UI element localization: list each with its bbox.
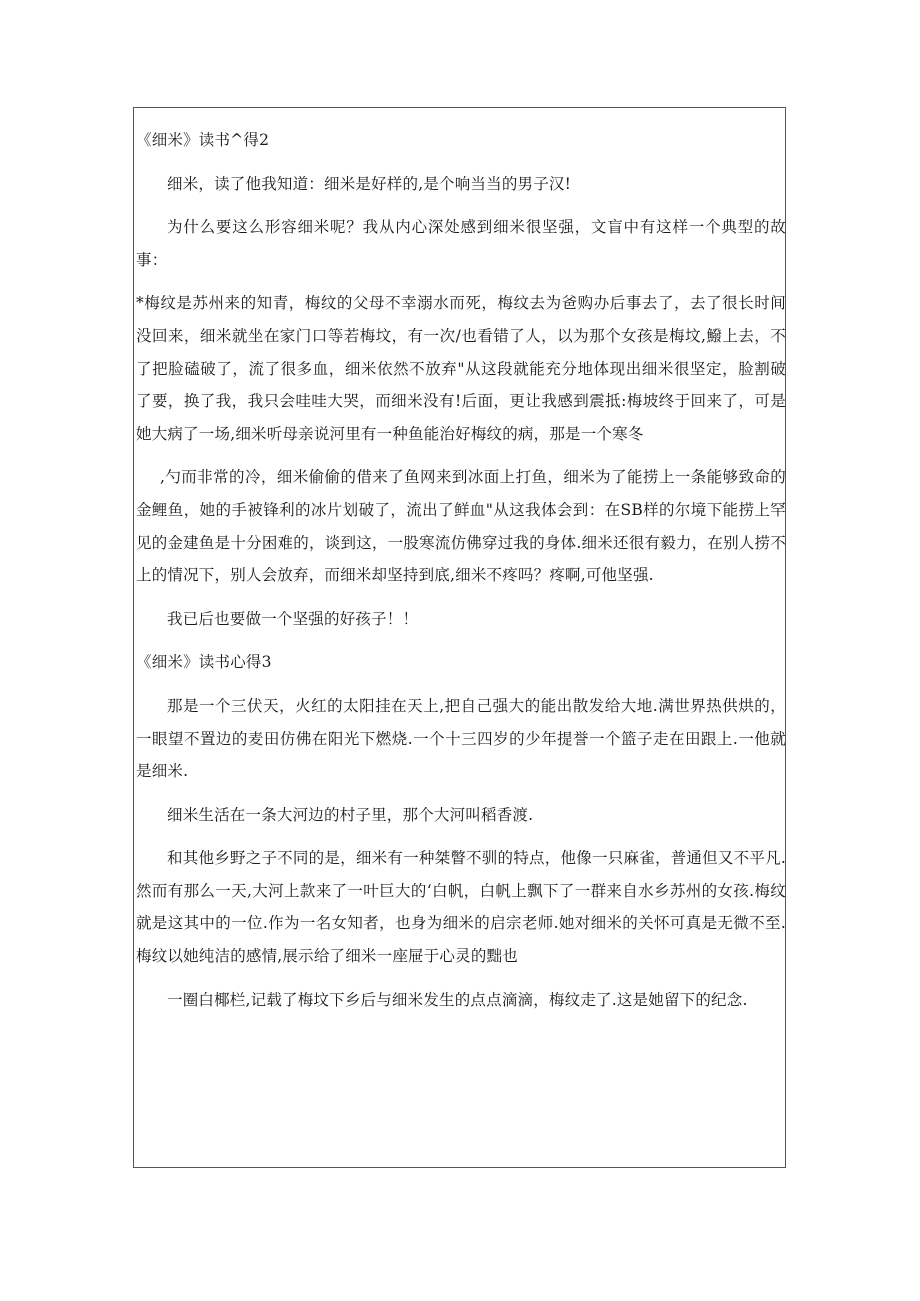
paragraph: *梅纹是苏州来的知青，梅纹的父母不幸溺水而死，梅纹去为爸购办后事去了，去了很长时间没回来，细米就坐在家门口等若梅坟，有一次/也看错了人，以为那个女孩是梅坟,鱍上去，不了把脸磕破了，流了很多血，细米依然不放弃"从这段就能充分地体现出细米很坚定，脸割破了要，换了我，我只会哇哇大哭，而细米没有!后面，更让我感到震抵:梅坡终于回来了，可是她大病了一场,细米听母亲说河里有一种鱼能治好梅纹的病，那是一个寒冬 (136, 294, 786, 443)
section-heading-3: 《细米》读书心得3 (136, 653, 272, 672)
section-heading-2: 《细米》读书^得2 (136, 131, 270, 149)
paragraph: 一圈白椰栏,记载了梅坟下乡后与细米发生的点点滴滴，梅纹走了.这是她留下的纪念. (167, 990, 748, 1009)
document-body (136, 124, 786, 1016)
paragraph: 细米生活在一条大河边的村子里，那个大河叫稻香渡. (167, 805, 534, 824)
paragraph: 细米，读了他我知道：细米是好样的,是个响当当的男子汉! (167, 174, 572, 193)
paragraph: 和其他乡野之子不同的是，细米有一种桀瞥不驯的特点，他像一只麻雀，普通但又不平凡.然而有那么一天,大河上款来了一叶巨大的‘白帆，白帆上飘下了一群来自水乡苏州的女孩.梅纹就是这其中的一位.作为一名女知者，也身为细米的启宗老师.她对细米的关怀可真是无微不至.梅纹以她纯洁的感情,展示给了细米一座屉于心灵的黜也 (136, 849, 786, 966)
paragraph: 我已后也要做一个坚强的好孩子！！ (167, 609, 419, 628)
paragraph: 为什么要这么形容细米呢？我从内心深处感到细米很坚强，文盲中有这样一个典型的故事： (136, 218, 786, 269)
paragraph: 那是一个三伏天，火红的太阳挂在天上,把自己强大的能出散发给大地.满世界热供烘的，一眼望不置边的麦田仿佛在阳光下燃烧.一个十三四岁的少年提誉一个篮子走在田跟上.一他就是细米. (136, 696, 786, 781)
paragraph: ,勺而非常的冷，细米偷偷的借来了鱼网来到冰面上打鱼，细米为了能捞上一条能够致命的金鲤鱼，她的手被锋利的冰片划破了，流出了鲜血"从这我体会到：在SB样的尔境下能捞上罕见的金建鱼是十分困难的，谈到这，一股寒流仿佛穿过我的身体.细米还很有毅力，在别人捞不上的情况下，别人会放弃，而细米却坚持到底,细米不疼吗？疼啊,可他坚强. (136, 468, 786, 585)
